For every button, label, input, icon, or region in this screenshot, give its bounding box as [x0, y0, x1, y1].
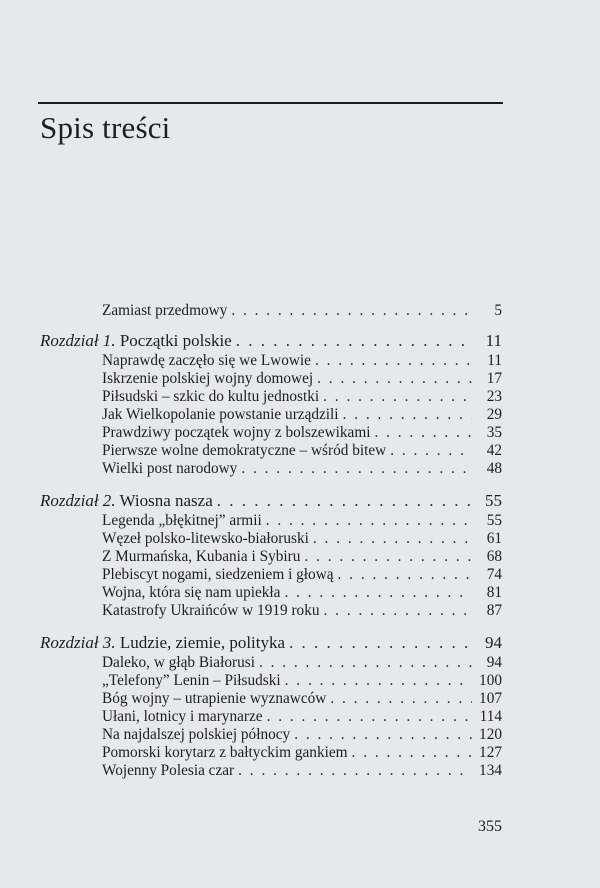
chapter-label: Rozdział 2. — [40, 491, 116, 510]
chapter-label: Rozdział 1. — [40, 331, 116, 350]
toc-entry[interactable] — [40, 424, 502, 442]
toc-entry-title: Daleko, w głąb Białorusi — [102, 654, 255, 671]
toc-entry-page: 55 — [486, 512, 502, 529]
toc-entry-title: Bóg wojny – utrapienie wyznawców — [102, 690, 327, 707]
page-number: 355 — [478, 818, 502, 835]
toc-entry-title: Jak Wielkopolanie powstanie urządzili — [102, 406, 339, 423]
dot-leader — [323, 388, 472, 406]
toc-entry-title: Iskrzenie polskiej wojny domowej — [102, 370, 314, 387]
toc-entry[interactable] — [40, 566, 502, 584]
toc-entry[interactable] — [40, 388, 502, 406]
toc-entry-page: 68 — [486, 548, 502, 565]
dot-leader — [343, 406, 472, 424]
toc-entry[interactable] — [40, 672, 502, 690]
dot-leader — [338, 566, 472, 584]
toc-entry[interactable] — [40, 370, 502, 388]
dot-leader — [238, 762, 472, 780]
dot-leader — [324, 602, 472, 620]
chapter-heading — [40, 632, 285, 654]
toc-entry-page: 120 — [479, 726, 502, 743]
toc-entry[interactable] — [40, 406, 502, 424]
dot-leader — [231, 302, 472, 320]
toc-entry[interactable] — [40, 584, 502, 602]
toc-entry-page: 127 — [479, 744, 502, 761]
toc-entry-title: Legenda „błękitnej” armii — [102, 512, 262, 529]
toc-entry[interactable] — [40, 744, 502, 762]
toc-entry[interactable] — [40, 654, 502, 672]
toc-entry-title: Wojna, która się nam upiekła — [102, 584, 281, 601]
toc-entry-intro[interactable] — [40, 302, 502, 320]
toc-entry-page: 29 — [486, 406, 502, 423]
toc-entry-title: Wojenny Polesia czar — [102, 762, 235, 779]
toc-entry-page: 114 — [479, 708, 502, 725]
chapter-heading — [40, 490, 213, 512]
toc-entry-title: Z Murmańska, Kubania i Sybiru — [102, 548, 301, 565]
dot-leader — [217, 490, 472, 512]
toc-entry-page: 48 — [486, 460, 502, 477]
toc-entry-page: 61 — [486, 530, 502, 547]
toc-entry-page: 17 — [486, 370, 502, 387]
toc-entry-title: Naprawdę zaczęło się we Lwowie — [102, 352, 311, 369]
toc-chapter-3[interactable] — [40, 632, 502, 654]
dot-leader — [313, 530, 472, 548]
dot-leader — [315, 352, 472, 370]
spacer — [40, 620, 502, 630]
toc-entry-title: „Telefony” Lenin – Piłsudski — [102, 672, 281, 689]
chapter-heading — [40, 330, 232, 352]
toc-entry[interactable] — [40, 460, 502, 478]
toc-entry[interactable] — [40, 602, 502, 620]
toc-entry-page: 74 — [486, 566, 502, 583]
toc-entry-title: Pomorski korytarz z bałtyckim gankiem — [102, 744, 348, 761]
toc-entry-title: Prawdziwy początek wojny z bolszewikami — [102, 424, 371, 441]
dot-leader — [317, 370, 472, 388]
toc-entry-page: 35 — [486, 424, 502, 441]
dot-leader — [294, 726, 472, 744]
toc-entry-title: Ułani, lotnicy i marynarze — [102, 708, 263, 725]
chapter-title: Ludzie, ziemie, polityka — [119, 633, 286, 652]
toc-entry-page: 81 — [486, 584, 502, 601]
toc-entry-page: 11 — [487, 352, 502, 369]
toc-entry[interactable] — [40, 352, 502, 370]
table-of-contents — [40, 302, 502, 780]
toc-entry-title: Na najdalszej polskiej północy — [102, 726, 291, 743]
toc-entry-page: 5 — [494, 302, 502, 319]
dot-leader — [284, 584, 472, 602]
chapter-title: Wiosna nasza — [119, 491, 213, 510]
toc-entry-title: Zamiast przedmowy — [102, 302, 228, 319]
toc-entry[interactable] — [40, 690, 502, 708]
toc-entry-page: 134 — [479, 762, 502, 779]
chapter-title: Początki polskie — [119, 331, 232, 350]
dot-leader — [259, 654, 472, 672]
dot-leader — [289, 632, 472, 654]
spacer — [40, 478, 502, 488]
toc-entry[interactable] — [40, 762, 502, 780]
dot-leader — [285, 672, 472, 690]
toc-entry-title: Wielki post narodowy — [102, 460, 238, 477]
toc-entry[interactable] — [40, 708, 502, 726]
toc-chapter-1[interactable] — [40, 330, 502, 352]
chapter-label: Rozdział 3. — [40, 633, 116, 652]
dot-leader — [267, 708, 472, 726]
toc-entry-page: 100 — [479, 672, 502, 689]
toc-entry[interactable] — [40, 442, 502, 460]
dot-leader — [304, 548, 472, 566]
dot-leader — [352, 744, 472, 762]
heading-rule — [38, 102, 503, 104]
dot-leader — [241, 460, 472, 478]
chapter-page: 94 — [485, 633, 502, 652]
toc-entry-title: Pierwsze wolne demokratyczne – wśród bitew — [102, 442, 387, 459]
chapter-page: 11 — [485, 331, 502, 350]
toc-entry-page: 94 — [486, 654, 502, 671]
chapter-page: 55 — [485, 491, 502, 510]
dot-leader — [266, 512, 472, 530]
dot-leader — [390, 442, 472, 460]
page-title: Spis treści — [40, 110, 171, 145]
toc-chapter-2[interactable] — [40, 490, 502, 512]
toc-entry-page: 107 — [479, 690, 502, 707]
toc-entry[interactable] — [40, 530, 502, 548]
toc-entry-page: 87 — [486, 602, 502, 619]
dot-leader — [330, 690, 472, 708]
toc-entry-title: Węzeł polsko-litewsko-białoruski — [102, 530, 309, 547]
dot-leader — [236, 330, 472, 352]
toc-entry[interactable] — [40, 726, 502, 744]
toc-entry-title: Katastrofy Ukraińców w 1919 roku — [102, 602, 320, 619]
toc-entry[interactable] — [40, 548, 502, 566]
dot-leader — [374, 424, 472, 442]
toc-entry[interactable] — [40, 512, 502, 530]
toc-entry-title: Plebiscyt nogami, siedzeniem i głową — [102, 566, 334, 583]
toc-entry-page: 23 — [486, 388, 502, 405]
toc-entry-page: 42 — [486, 442, 502, 459]
toc-entry-title: Piłsudski – szkic do kultu jednostki — [102, 388, 320, 405]
